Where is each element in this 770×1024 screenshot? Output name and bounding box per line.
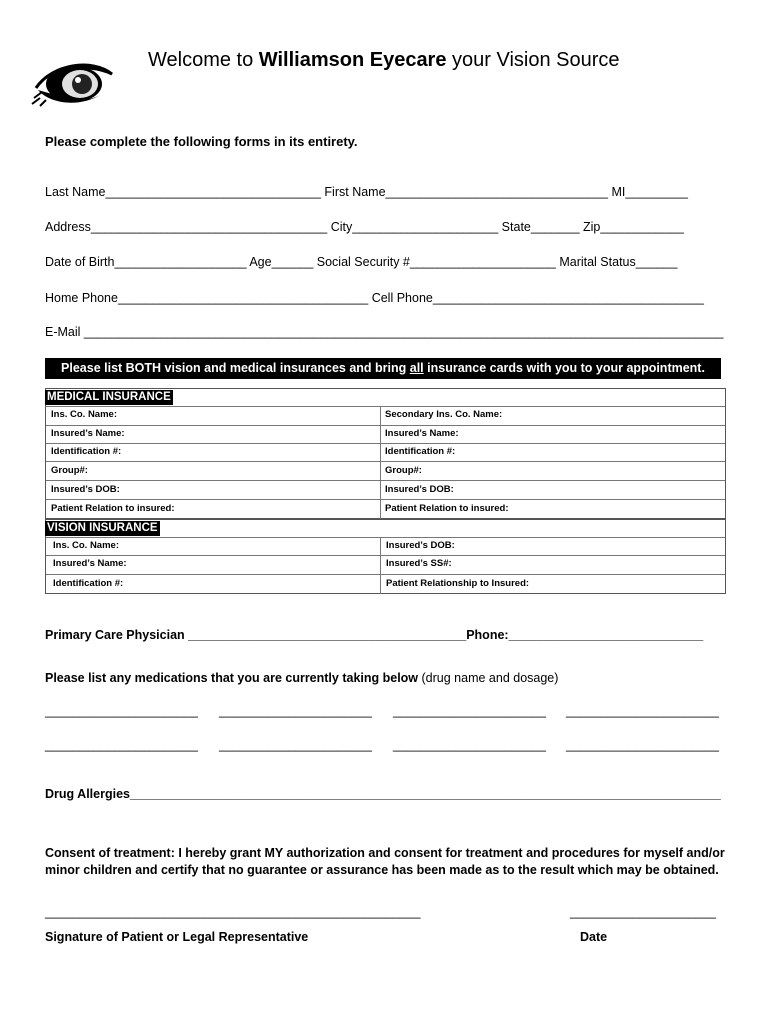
medical-row-divider bbox=[46, 461, 725, 462]
medical-column-divider bbox=[380, 406, 381, 519]
medical-right-field[interactable]: Group#: bbox=[385, 465, 422, 476]
eye-icon bbox=[30, 58, 114, 110]
phone-fields[interactable]: Home Phone____________________________________ Cell Phone_______________________________________ bbox=[45, 291, 704, 305]
medications-label bbox=[45, 671, 558, 685]
vision-right-field[interactable]: Insured’s DOB: bbox=[386, 540, 455, 551]
medication-blank[interactable]: ______________________ bbox=[45, 738, 198, 752]
title-suffix: your Vision Source bbox=[446, 49, 620, 71]
medical-left-field[interactable]: Identification #: bbox=[51, 446, 122, 457]
medication-blank[interactable]: ______________________ bbox=[219, 704, 372, 718]
medication-blank[interactable]: ______________________ bbox=[393, 738, 546, 752]
dob-fields[interactable]: Date of Birth___________________ Age______ Social Security #_____________________ Marital Status______ bbox=[45, 255, 678, 269]
medication-blank[interactable]: ______________________ bbox=[45, 704, 198, 718]
medical-right-field[interactable]: Patient Relation to insured: bbox=[385, 503, 509, 514]
medication-blank[interactable]: ______________________ bbox=[566, 738, 719, 752]
email-field[interactable]: E-Mail ____________________________________________________________________________________________ bbox=[45, 325, 724, 339]
date-label: Date bbox=[580, 930, 608, 944]
vision-row-divider bbox=[46, 537, 725, 538]
medical-left-field[interactable]: Insured’s Name: bbox=[51, 428, 125, 439]
medical-left-field[interactable]: Insured’s DOB: bbox=[51, 484, 120, 495]
medical-left-field[interactable]: Patient Relation to insured: bbox=[51, 503, 175, 514]
medication-blank[interactable]: ______________________ bbox=[393, 704, 546, 718]
medical-row-divider bbox=[46, 425, 725, 426]
instructions: Please complete the following forms in its entirety. bbox=[45, 134, 358, 149]
medical-row-divider bbox=[46, 443, 725, 444]
title-prefix: Welcome to bbox=[148, 49, 259, 71]
clinic-name: Williamson Eyecare bbox=[258, 49, 447, 71]
physician-field[interactable]: Primary Care Physician ________________________________________Phone:____________________________ bbox=[45, 628, 704, 642]
vision-right-field[interactable]: Patient Relationship to Insured: bbox=[386, 578, 530, 589]
signature-label: Signature of Patient or Legal Representative bbox=[45, 930, 309, 944]
name-fields[interactable]: Last Name_______________________________ First Name________________________________ MI_________ bbox=[45, 185, 688, 199]
medications-label-bold: Please list any medications that you are currently taking below bbox=[45, 671, 419, 685]
medical-row-divider bbox=[46, 480, 725, 481]
signature-line[interactable]: ______________________________________________________ bbox=[45, 905, 421, 919]
vision-row-divider bbox=[46, 574, 725, 575]
medical-right-field[interactable]: Identification #: bbox=[385, 446, 456, 457]
date-line[interactable]: _____________________ bbox=[570, 905, 716, 919]
medical-right-field[interactable]: Secondary Ins. Co. Name: bbox=[385, 409, 503, 420]
medications-label-note: (drug name and dosage) bbox=[418, 671, 559, 685]
vision-left-field[interactable]: Ins. Co. Name: bbox=[53, 540, 119, 551]
vision-row-divider bbox=[46, 555, 725, 556]
medical-insurance-heading: MEDICAL INSURANCE bbox=[47, 391, 171, 403]
vision-column-divider bbox=[380, 537, 381, 594]
medical-row-divider bbox=[46, 406, 725, 407]
medication-blank[interactable]: ______________________ bbox=[219, 738, 372, 752]
drug-allergies-field[interactable]: Drug Allergies_____________________________________________________________________________________ bbox=[45, 787, 721, 801]
insurance-banner bbox=[45, 358, 721, 379]
medication-blank[interactable]: ______________________ bbox=[566, 704, 719, 718]
banner-text-underlined: all bbox=[409, 361, 424, 375]
banner-text-pre: Please list BOTH vision and medical insurances and bring bbox=[61, 361, 410, 375]
vision-left-field[interactable]: Identification #: bbox=[53, 578, 124, 589]
vision-insurance-heading: VISION INSURANCE bbox=[47, 522, 158, 534]
medical-left-field[interactable]: Group#: bbox=[51, 465, 88, 476]
consent-text-line1: Consent of treatment: I hereby grant MY authorization and consent for treatment and procedures for myself and/or bbox=[45, 846, 725, 860]
consent-text-line2: minor children and certify that no guarantee or assurance has been made as to the result which may be obtained. bbox=[45, 863, 719, 877]
banner-text-post: insurance cards with you to your appointment. bbox=[423, 361, 705, 375]
vision-left-field[interactable]: Insured’s Name: bbox=[53, 558, 127, 569]
medical-right-field[interactable]: Insured’s Name: bbox=[385, 428, 459, 439]
vision-right-field[interactable]: Insured’s SS#: bbox=[386, 558, 452, 569]
medical-right-field[interactable]: Insured’s DOB: bbox=[385, 484, 454, 495]
page-title bbox=[148, 49, 620, 72]
address-fields[interactable]: Address__________________________________ City_____________________ State_______ Zip____________ bbox=[45, 220, 684, 234]
medical-row-divider bbox=[46, 499, 725, 500]
medical-left-field[interactable]: Ins. Co. Name: bbox=[51, 409, 117, 420]
